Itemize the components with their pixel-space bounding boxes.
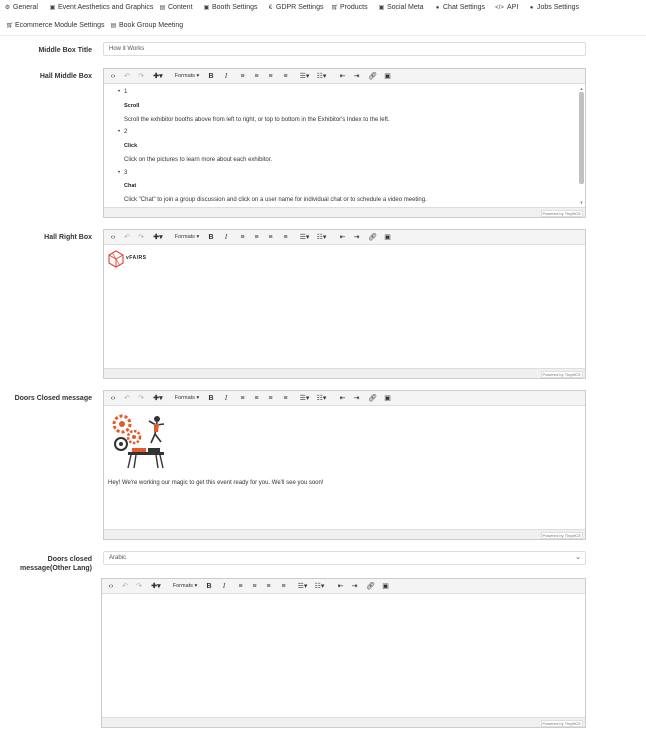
gear-icon: ⚙	[4, 5, 11, 11]
step-number: 2	[124, 129, 128, 135]
tab-products[interactable]: 🛒︎ Products	[331, 4, 368, 11]
powered-by-label[interactable]: Powered by TinyMCE	[542, 533, 581, 538]
formats-dropdown[interactable]: Formats ▾	[174, 234, 200, 240]
formats-dropdown[interactable]: Formats ▾	[172, 583, 198, 589]
doors-closed-other-lang-label: Doors closed message(Other Lang)	[20, 556, 92, 572]
step-title: Scroll	[124, 103, 140, 109]
powered-by-label[interactable]: Powered by TinyMCE	[542, 211, 581, 216]
image-button[interactable]: ▣	[384, 395, 391, 402]
outdent-button[interactable]: ⇤	[339, 73, 346, 80]
editor-content[interactable]	[104, 406, 585, 529]
redo-button[interactable]: ↷	[138, 234, 144, 241]
numbered-list-button[interactable]: ☷▾	[314, 583, 325, 590]
powered-by-label[interactable]: Powered by TinyMCE	[542, 372, 581, 377]
align-right-button[interactable]: ≡	[268, 73, 273, 80]
italic-button[interactable]: I	[224, 233, 228, 241]
source-code-button[interactable]: ‹›	[108, 583, 114, 590]
image-icon: ▣	[378, 5, 385, 11]
align-left-button[interactable]: ≡	[240, 73, 245, 80]
indent-button[interactable]: ⇥	[351, 583, 358, 590]
image-button[interactable]: ▣	[384, 73, 391, 80]
editor-content[interactable]	[104, 245, 585, 368]
justify-button[interactable]: ≡	[281, 583, 286, 590]
align-right-button[interactable]: ≡	[268, 234, 273, 241]
vfairs-logo-text: vFAIRS	[126, 255, 147, 261]
step-text: Click on the pictures to learn more about each exhibitor.	[124, 157, 273, 163]
editor-statusbar	[104, 207, 585, 217]
numbered-list-button[interactable]: ☷▾	[316, 395, 327, 402]
indent-button[interactable]: ⇥	[353, 73, 360, 80]
numbered-list-button[interactable]: ☷▾	[316, 234, 327, 241]
step-title: Click	[124, 143, 138, 149]
source-code-button[interactable]: ‹›	[110, 234, 116, 241]
bullet-list-button[interactable]: ☰▾	[297, 583, 308, 590]
link-button[interactable]: 🔗︎	[368, 234, 377, 241]
scrollbar-thumb[interactable]	[579, 92, 584, 184]
tab-social-meta[interactable]: ▣ Social Meta	[378, 4, 424, 11]
comments-icon: ●	[435, 4, 440, 11]
file-icon: ▤	[159, 5, 166, 11]
redo-button[interactable]: ↷	[138, 73, 144, 80]
bold-button[interactable]: B	[208, 395, 214, 402]
formats-dropdown[interactable]: Formats ▾	[174, 73, 200, 79]
link-button[interactable]: 🔗︎	[368, 73, 377, 80]
image-button[interactable]: ▣	[384, 234, 391, 241]
bold-button[interactable]: B	[208, 73, 214, 80]
insert-dropdown[interactable]: ✚▾	[151, 583, 161, 590]
vfairs-logo-icon	[108, 250, 124, 268]
tab-chat-settings[interactable]: ● Chat Settings	[435, 4, 486, 11]
doors-closed-message-editor[interactable]	[103, 390, 586, 540]
settings-nav	[0, 0, 646, 36]
align-right-button[interactable]: ≡	[266, 583, 271, 590]
indent-button[interactable]: ⇥	[353, 395, 360, 402]
list-bullet: •	[118, 129, 121, 135]
undo-button[interactable]: ↶	[124, 395, 130, 402]
editor-content[interactable]	[102, 594, 585, 717]
align-center-button[interactable]: ≡	[252, 583, 257, 590]
cart-icon: 🛒︎	[331, 5, 339, 11]
align-center-button[interactable]: ≡	[254, 73, 259, 80]
editor-statusbar	[104, 529, 585, 539]
numbered-list-button[interactable]: ☷▾	[316, 73, 327, 80]
italic-button[interactable]: I	[224, 394, 228, 402]
working-magic-illustration-icon	[108, 410, 170, 470]
step-number: 3	[124, 170, 128, 176]
cart-icon: 🛒︎	[6, 23, 14, 29]
italic-button[interactable]: I	[222, 582, 226, 590]
align-left-button[interactable]: ≡	[238, 583, 243, 590]
chevron-down-icon: ⌄	[575, 554, 581, 561]
step-number: 1	[124, 89, 128, 95]
hall-middle-box-editor[interactable]	[103, 68, 586, 218]
outdent-button[interactable]: ⇤	[339, 395, 346, 402]
undo-button[interactable]: ↶	[124, 234, 130, 241]
image-icon: ▣	[203, 5, 210, 11]
step-text: Click "Chat" to join a group discussion and click on a user name for individual chat or to schedule a video meeting.	[124, 197, 427, 203]
align-right-button[interactable]: ≡	[268, 395, 273, 402]
editor-statusbar	[102, 717, 585, 727]
tab-general[interactable]: ⚙ General	[4, 4, 38, 11]
language-select[interactable]: Arabic ⌄	[103, 551, 586, 565]
outdent-button[interactable]: ⇤	[337, 583, 344, 590]
bullet-list-button[interactable]: ☰▾	[299, 73, 310, 80]
insert-dropdown[interactable]: ✚▾	[153, 234, 163, 241]
scroll-up-arrow-icon[interactable]: ▲	[579, 86, 584, 91]
middle-box-title-input[interactable]: How it Works	[103, 42, 586, 56]
align-left-button[interactable]: ≡	[240, 234, 245, 241]
bullet-list-button[interactable]: ☰▾	[299, 395, 310, 402]
middle-box-title-label: Middle Box Title	[38, 47, 92, 54]
file-icon: ▤	[110, 23, 117, 29]
justify-button[interactable]: ≡	[283, 395, 288, 402]
editor-toolbar	[104, 230, 585, 245]
italic-button[interactable]: I	[224, 72, 228, 80]
user-icon: ●	[529, 4, 534, 11]
step-text: Scroll the exhibitor booths above from left to right, or top to bottom in the Exhibitor's Index to the left.	[124, 117, 390, 123]
bold-button[interactable]: B	[208, 234, 214, 241]
insert-dropdown[interactable]: ✚▾	[153, 73, 163, 80]
source-code-button[interactable]: ‹›	[110, 73, 116, 80]
tab-book-group-meeting[interactable]: ▤ Book Group Meeting	[110, 22, 184, 29]
indent-button[interactable]: ⇥	[353, 234, 360, 241]
align-center-button[interactable]: ≡	[254, 234, 259, 241]
link-button[interactable]: 🔗︎	[368, 395, 377, 402]
tab-jobs-settings[interactable]: ● Jobs Settings	[529, 4, 580, 11]
list-bullet: •	[118, 170, 121, 176]
undo-button[interactable]: ↶	[122, 583, 128, 590]
doors-closed-message-label: Doors Closed message	[14, 395, 92, 402]
doors-closed-other-lang-editor[interactable]	[101, 578, 586, 728]
outdent-button[interactable]: ⇤	[339, 234, 346, 241]
hall-middle-box-label: Hall Middle Box	[39, 73, 92, 80]
hall-right-box-label: Hall Right Box	[44, 234, 92, 241]
editor-toolbar	[102, 579, 585, 594]
image-button[interactable]: ▣	[382, 583, 389, 590]
editor-scrollbar[interactable]	[579, 86, 584, 205]
euro-icon: €	[268, 4, 273, 11]
formats-dropdown[interactable]: Formats ▾	[174, 395, 200, 401]
align-left-button[interactable]: ≡	[240, 395, 245, 402]
step-title: Chat	[124, 183, 137, 189]
source-code-button[interactable]: ‹›	[110, 395, 116, 402]
editor-toolbar	[104, 69, 585, 84]
insert-dropdown[interactable]: ✚▾	[153, 395, 163, 402]
powered-by-label[interactable]: Powered by TinyMCE	[542, 721, 581, 726]
tab-event-aesthetics[interactable]: ▣ Event Aesthetics and Graphics	[49, 4, 154, 11]
tab-ecommerce-module-settings[interactable]: 🛒︎ Ecommerce Module Settings	[6, 22, 105, 29]
tab-booth-settings[interactable]: ▣ Booth Settings	[203, 4, 258, 11]
doors-closed-message-text: Hey! We're working our magic to get this event ready for you. We'll see you soon!	[108, 480, 324, 486]
redo-button[interactable]: ↷	[136, 583, 142, 590]
tab-gdpr-settings[interactable]: € GDPR Settings	[268, 4, 324, 11]
editor-toolbar	[104, 391, 585, 406]
bullet-list-button[interactable]: ☰▾	[299, 234, 310, 241]
hall-right-box-editor[interactable]	[103, 229, 586, 379]
undo-button[interactable]: ↶	[124, 73, 130, 80]
list-bullet: •	[118, 89, 121, 95]
justify-button[interactable]: ≡	[283, 234, 288, 241]
redo-button[interactable]: ↷	[138, 395, 144, 402]
align-center-button[interactable]: ≡	[254, 395, 259, 402]
justify-button[interactable]: ≡	[283, 73, 288, 80]
editor-content[interactable]	[104, 84, 585, 207]
editor-statusbar	[104, 368, 585, 378]
code-icon: </>	[495, 4, 504, 11]
tab-content[interactable]: ▤ Content	[159, 4, 193, 11]
image-icon: ▣	[49, 5, 56, 11]
link-button[interactable]: 🔗︎	[366, 583, 375, 590]
bold-button[interactable]: B	[206, 583, 212, 590]
scroll-down-arrow-icon[interactable]: ▼	[579, 200, 584, 205]
tab-api[interactable]: </> API	[495, 4, 519, 11]
